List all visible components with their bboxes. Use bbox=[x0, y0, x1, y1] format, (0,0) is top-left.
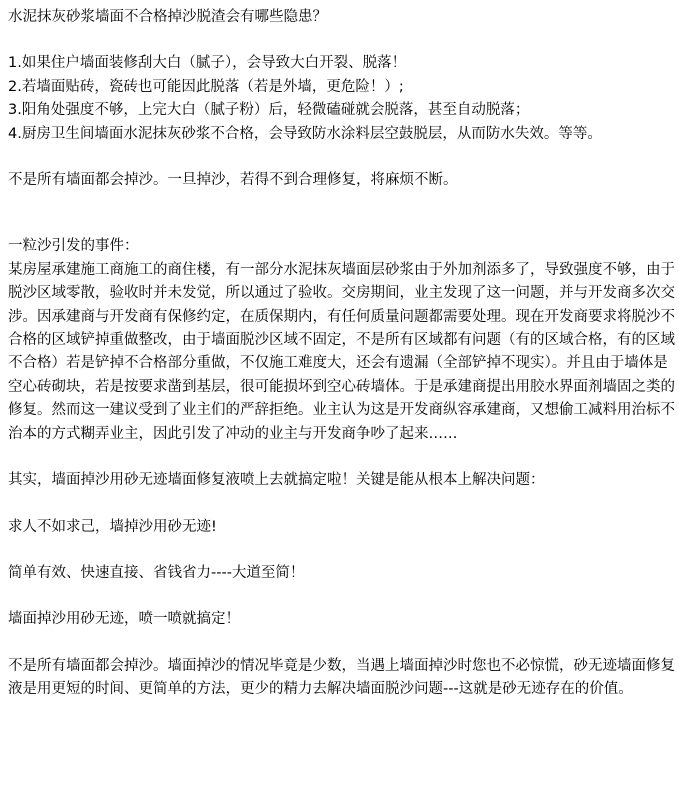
spacer bbox=[8, 192, 676, 215]
spacer bbox=[8, 146, 676, 169]
page-title: 水泥抹灰砂浆墙面不合格掉沙脱渣会有哪些隐患？ bbox=[8, 9, 327, 25]
spacer bbox=[8, 446, 676, 469]
document-body bbox=[8, 6, 676, 702]
spacer bbox=[8, 539, 676, 562]
hazard-item: 3.阳角处强度不够，上完大白（腻子粉）后，轻微磕碰就会脱落，甚至自动脱落； bbox=[8, 102, 530, 119]
hazard-item: 1.如果住户墙面装修刮大白（腻子），会导致大白开裂、脱落！ bbox=[8, 55, 407, 72]
slogan: 求人不如求己，墙掉沙用砂无迹! bbox=[8, 518, 217, 535]
spacer bbox=[8, 632, 676, 655]
conclusion-paragraph: 不是所有墙面都会掉沙。墙面掉沙的情况毕竟是少数，当遇上墙面掉沙时您也不必惊慌，砂无迹墙面修复液是用更短的时间、更简单的方法，更少的精力去解决墙面脱沙问题---这就是砂无迹存在的价值。 bbox=[8, 657, 675, 698]
incident-heading: 一粒沙引发的事件： bbox=[8, 238, 139, 255]
hazard-item: 2.若墙面贴砖，瓷砖也可能因此脱落（若是外墙，更危险！）; bbox=[8, 78, 404, 95]
slogan: 简单有效、快速直接、省钱省力----大道至简！ bbox=[8, 564, 305, 581]
incident-body: 某房屋承建施工商施工的商住楼，有一部分水泥抹灰墙面层砂浆由于外加剂添多了，导致强度不够，由于脱沙区域零散，验收时并未发觉，所以通过了验收。交房期间，业主发现了这一问题，并与开发商多次交涉。因承建商与开发商有保修约定，在质保期内，有任何质量问题都需要处理。现在开发商要求将脱沙不合格的区域铲掉重做整改，由于墙面脱沙区域不固定，不是所有区域都有问题（有的区域合格，有的区域不合格）若是铲掉不合格部分重做，不仅施工难度大，还会有遗漏（全部铲掉不现实）。并且由于墙体是空心砖砌块，若是按要求凿到基层，很可能损坏到空心砖墙体。于是承建商提出用胶水界面剂墙固之类的修复。然而这一建议受到了业主们的严辞拒绝。业主认为这是开发商纵容承建商，又想偷工减料用治标不治本的方式糊弄业主，因此引发了冲动的业主与开发商争吵了起来…… bbox=[8, 261, 675, 442]
hazard-item: 4.厨房卫生间墙面水泥抹灰砂浆不合格，会导致防水涂料层空鼓脱层，从而防水失效。等等。 bbox=[8, 125, 602, 142]
spacer bbox=[8, 493, 676, 516]
spacer bbox=[8, 215, 676, 235]
slogan: 墙面掉沙用砂无迹，喷一喷就搞定！ bbox=[8, 611, 240, 628]
spacer bbox=[8, 29, 676, 52]
solution-paragraph: 其实，墙面掉沙用砂无迹墙面修复液喷上去就搞定啦！关键是能从根本上解决问题： bbox=[8, 472, 545, 489]
note-paragraph: 不是所有墙面都会掉沙。一旦掉沙，若得不到合理修复，将麻烦不断。 bbox=[8, 172, 458, 189]
spacer bbox=[8, 585, 676, 608]
